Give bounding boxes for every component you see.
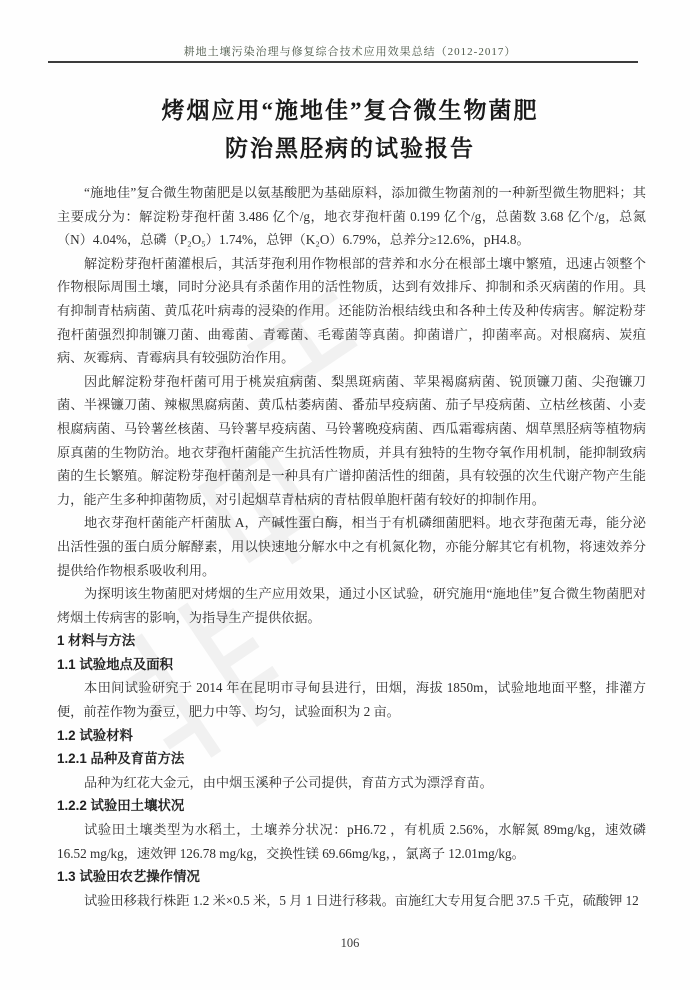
body-paragraph: 试验田移栽行株距 1.2 米×0.5 米，5 月 1 日进行移栽。亩施红大专用复合肥 37.5 千克，硫酸钾 12 <box>84 892 639 908</box>
section-heading: 1.2.1 品种及育苗方法 <box>57 751 185 767</box>
section-heading: 1.2 试验材料 <box>57 727 133 743</box>
section-heading: 1.3 试验田农艺操作情况 <box>57 869 200 885</box>
body-paragraph: 本田间试验研究于 2014 年在昆明市寻甸县进行，田烟，海拔 1850m，试验地地面平整，排灌方便，前茬作物为蚕豆，肥力中等、均匀，试验面积为 2 亩。 <box>57 680 646 720</box>
body-paragraph: 试验田土壤类型为水稻土，土壤养分状况：pH6.72 ，有机质 2.56%，水解氮 89mg/kg，速效磷 16.52 mg/kg，速效钾 126.78 mg/kg，交换性镁 69.66mg/kg，，氯离子 12.01mg/kg。 <box>57 822 646 861</box>
document-title-line1: 烤烟应用“施地佳”复合微生物菌肥 <box>161 98 539 123</box>
body-paragraph: “施地佳”复合微生物菌肥是以氨基酸肥为基础原料，添加微生物菌剂的一种新型微生物肥料；其主要成分为：解淀粉芽孢杆菌 3.486 亿个/g，地衣芽孢杆菌 0.199 亿个/g，总菌数 3.68 亿个/g，总氮（N）4.04%，总磷（P₂O₅）1.74%，总钾（K₂O）6.79%，总养分≥12.6%，pH4.8。 <box>57 185 646 248</box>
body-paragraph: 地衣芽孢杆菌能产杆菌肽 A，产碱性蛋白酶，相当于有机磷细菌肥料。地衣芽孢菌无毒，能分泌出活性强的蛋白质分解酵素，用以快速地分解水中之有机氮化物，亦能分解其它有机物，将速效养分提供给作物根系吸收利用。 <box>57 515 646 578</box>
document-body <box>57 181 646 912</box>
header-rule <box>48 61 638 63</box>
body-paragraph: 品种为红花大金元，由中烟玉溪种子公司提供，育苗方式为漂浮育苗。 <box>84 774 493 790</box>
section-heading: 1 材料与方法 <box>57 633 136 649</box>
body-paragraph: 因此解淀粉芽孢杆菌可用于桃炭疽病菌、梨黑斑病菌、苹果褐腐病菌、锐顶镰刀菌、尖孢镰刀菌、半裸镰刀菌、辣椒黑腐病菌、黄瓜枯萎病菌、番茄早疫病菌、茄子早疫病菌、立枯丝核菌、小麦根腐病菌、马铃薯丝核菌、马铃薯早疫病菌、马铃薯晚疫病菌、西瓜霜霉病菌、烟草黑胫病等植物病原真菌的生物防治。地衣芽孢杆菌能产生抗活性物质，并具有独特的生物夺氧作用机制，能抑制致病菌的生长繁殖。解淀粉芽孢杆菌剂是一种具有广谱抑菌活性的细菌，具有较强的次生代谢产物产生能力，能产生多种抑菌物质，对引起烟草青枯病的青枯假单胞杆菌有较好的抑制作用。 <box>57 373 646 507</box>
body-paragraph: 解淀粉芽孢杆菌灌根后，其活芽孢利用作物根部的营养和水分在根部土壤中繁殖，迅速占领整个作物根际周围土壤，同时分泌具有杀菌作用的活性物质，达到有效排斥、抑制和杀灭病菌的作用。具有抑制青枯病菌、黄瓜花叶病毒的浸染的作用。还能防治根结线虫和各种土传及种传病害。解淀粉芽孢杆菌强烈抑制镰刀菌、曲霉菌、青霉菌、毛霉菌等真菌。抑菌谱广，抑菌率高。对根腐病、炭疽病、灰霉病、青霉病具有较强防治作用。 <box>57 255 646 366</box>
document-title-line2: 防治黑胫病的试验报告 <box>225 136 475 161</box>
document-title <box>0 92 700 168</box>
page-number: 106 <box>340 936 360 950</box>
body-paragraph: 为探明该生物菌肥对烤烟的生产应用效果，通过小区试验，研究施用“施地佳”复合微生物菌肥对烤烟土传病害的影响，为指导生产提供依据。 <box>57 586 646 625</box>
section-heading: 1.2.2 试验田土壤状况 <box>57 798 185 814</box>
section-heading: 1.1 试验地点及面积 <box>57 656 174 672</box>
running-header: 耕地土壤污染治理与修复综合技术应用效果总结（2012-2017） <box>183 46 517 58</box>
